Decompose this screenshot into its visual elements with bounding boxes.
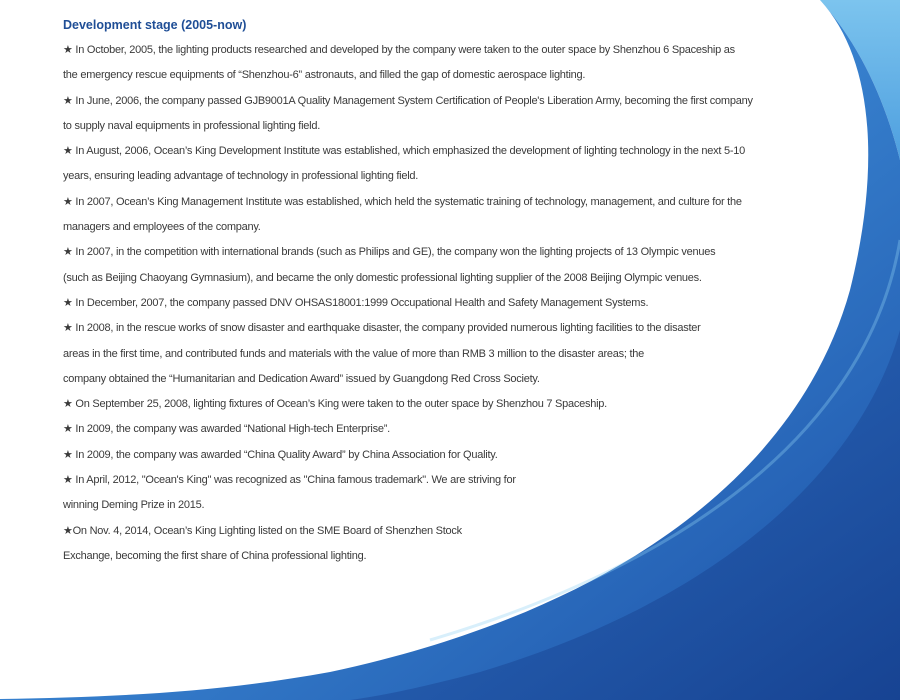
text-line: years, ensuring leading advantage of technology in professional lighting field. — [63, 170, 419, 183]
milestone-text-block — [63, 38, 763, 569]
text-line: ★ In 2007, in the competition with international brands (such as Philips and GE), the company won the lighting projects of 13 Olympic venues — [63, 246, 716, 259]
text-line: winning Deming Prize in 2015. — [63, 499, 205, 512]
text-line: (such as Beijing Chaoyang Gymnasium), and became the only domestic professional lighting supplier of the 2008 Beijing Olympic venues. — [63, 271, 702, 284]
development-stage-section — [63, 14, 763, 569]
text-line: ★ In October, 2005, the lighting products researched and developed by the company were taken to the outer space by Shenzhou 6 Spaceship as — [63, 44, 735, 56]
text-line: managers and employees of the company. — [63, 221, 261, 234]
text-line: company obtained the “Humanitarian and Dedication Award” issued by Guangdong Red Cross Society. — [63, 372, 540, 385]
text-line: ★ On September 25, 2008, lighting fixtures of Ocean’s King were taken to the outer space by Shenzhou 7 Spaceship. — [63, 398, 607, 411]
section-title: Development stage (2005-now) — [63, 18, 247, 32]
text-line: areas in the first time, and contributed funds and materials with the value of more than RMB 3 million to the disaster areas; the — [63, 347, 645, 360]
text-line: ★On Nov. 4, 2014, Ocean’s King Lighting listed on the SME Board of Shenzhen Stock — [63, 524, 462, 537]
text-line: ★ In 2007, Ocean’s King Management Institute was established, which held the systematic training of technology, management, and culture for the — [63, 195, 742, 208]
text-line: ★ In 2009, the company was awarded “National High-tech Enterprise”. — [63, 423, 390, 436]
text-line: ★ In April, 2012, "Ocean's King" was recognized as "China famous trademark". We are striving for — [63, 474, 516, 487]
text-line: ★ In June, 2006, the company passed GJB9001A Quality Management System Certification of People's Liberation Army, becoming the first company — [63, 94, 753, 107]
text-line: Exchange, becoming the first share of China professional lighting. — [63, 549, 367, 562]
text-line: the emergency rescue equipments of “Shenzhou-6” astronauts, and filled the gap of domestic aerospace lighting. — [63, 69, 586, 82]
text-line: ★ In 2009, the company was awarded “China Quality Award” by China Association for Quality. — [63, 448, 498, 461]
text-line: ★ In 2008, in the rescue works of snow disaster and earthquake disaster, the company provided numerous lighting facilities to the disaster — [63, 322, 701, 335]
text-line: ★ In August, 2006, Ocean’s King Development Institute was established, which emphasized the development of lighting technology in the next 5-10 — [63, 145, 746, 158]
text-line: ★ In December, 2007, the company passed DNV OHSAS18001:1999 Occupational Health and Safety Management Systems. — [63, 296, 649, 309]
text-line: to supply naval equipments in professional lighting field. — [63, 119, 320, 132]
